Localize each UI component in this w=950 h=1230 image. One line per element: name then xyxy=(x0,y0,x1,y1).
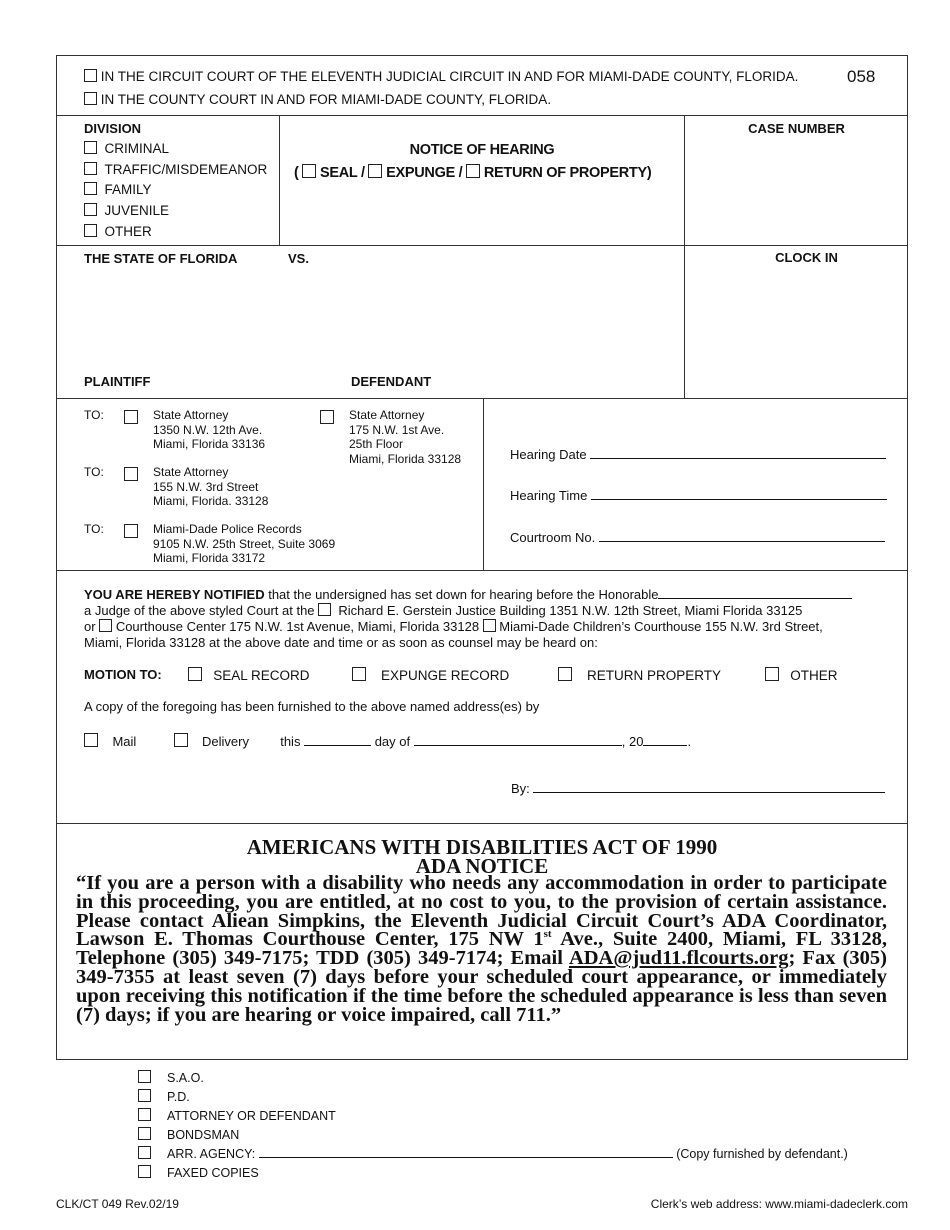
judge-name-field[interactable] xyxy=(658,586,852,599)
address-line: State Attorney xyxy=(153,408,229,422)
county-court-checkbox[interactable] xyxy=(84,92,97,105)
clerk-web-address: Clerk’s web address: www.miami-dadeclerk.com xyxy=(650,1197,908,1211)
division-juvenile xyxy=(84,203,169,218)
by-label: By: xyxy=(511,781,530,796)
notified-text: or xyxy=(84,619,96,634)
court-option-county xyxy=(84,92,551,107)
notified-line-1 xyxy=(84,586,852,602)
case-number-label: CASE NUMBER xyxy=(748,121,845,136)
to-label: TO: xyxy=(84,408,104,422)
ada-notice-body xyxy=(76,874,887,1024)
divider xyxy=(56,245,908,246)
option-label: EXPUNGE RECORD xyxy=(381,668,510,683)
mail-checkbox[interactable] xyxy=(84,733,98,747)
option-label: BONDSMAN xyxy=(167,1128,240,1142)
faxed-copies-checkbox[interactable] xyxy=(138,1165,151,1178)
return-label: RETURN OF PROPERTY) xyxy=(483,165,652,181)
option-label: OTHER xyxy=(790,668,838,683)
mail-label: Mail xyxy=(112,734,137,749)
police-checkbox[interactable] xyxy=(124,524,138,538)
divider xyxy=(56,823,908,824)
delivery-row xyxy=(84,733,691,749)
motion-seal xyxy=(188,667,310,683)
division-criminal xyxy=(84,141,169,156)
delivery-label: Delivery xyxy=(202,734,249,749)
this-label: this xyxy=(280,734,301,749)
courtroom-label: Courtroom No. xyxy=(510,530,596,545)
to-label: TO: xyxy=(84,465,104,479)
address-line: 25th Floor xyxy=(349,437,404,451)
divider xyxy=(56,570,908,571)
notified-text: that the undersigned has set down for hearing before the Honorable xyxy=(268,587,659,602)
county-court-label: IN THE COUNTY COURT IN AND FOR MIAMI-DADE COUNTY, FLORIDA. xyxy=(100,92,552,107)
option-label: TRAFFIC/MISDEMEANOR xyxy=(104,162,268,177)
address-line: Miami, Florida 33136 xyxy=(153,437,266,451)
address-line: Miami-Dade Police Records xyxy=(153,522,302,536)
address-line: State Attorney xyxy=(349,408,425,422)
ada-text: ; Fax (305) 349-7355 at least seven (7) days before your scheduled court appearance, or immediately upon receiving this notification if the time before the scheduled appearance is less than seven (7) days; if you are hearing or voice impaired, call 711.” xyxy=(76,947,887,1026)
courthouse-center-checkbox[interactable] xyxy=(99,619,112,632)
hearing-date-field[interactable] xyxy=(590,446,886,459)
year-prefix: , 20 xyxy=(621,734,644,749)
notice-title: NOTICE OF HEARING xyxy=(409,142,555,158)
sa1-address xyxy=(153,408,265,452)
courthouse-center-address: Courthouse Center 175 N.W. 1st Avenue, Miami, Florida 33128 xyxy=(115,619,480,634)
day-field[interactable] xyxy=(304,733,371,746)
option-label: S.A.O. xyxy=(167,1071,204,1085)
court-option-circuit xyxy=(84,69,798,84)
arr-note: (Copy furnished by defendant.) xyxy=(676,1147,848,1161)
ada-title: AMERICANS WITH DISABILITIES ACT OF 1990 xyxy=(246,835,718,859)
divider xyxy=(279,115,280,245)
hearing-date-row xyxy=(510,446,886,462)
day-of-label: day of xyxy=(374,734,411,749)
distribution-list xyxy=(138,1069,848,1183)
hearing-time-label: Hearing Time xyxy=(510,488,588,503)
ada-text: “If you are a person with a disability who needs any accommodation in order to participate in this proceeding, you are entitled, at no cost to you, to the provision of certain assistance. Please contact Aliean Simpkins, the Eleventh Judicial Circuit Court’s ADA Coordinator, Lawson E. Thomas Courthouse Center, 175 NW 1 xyxy=(76,872,887,951)
attorney-checkbox[interactable] xyxy=(138,1108,151,1121)
hearing-date-label: Hearing Date xyxy=(510,447,587,462)
notice-subtitle xyxy=(294,164,651,181)
notified-lead: YOU ARE HEREBY NOTIFIED xyxy=(84,587,265,602)
sa2-address xyxy=(349,408,461,466)
motion-return xyxy=(558,667,721,683)
address-line: State Attorney xyxy=(153,465,229,479)
division-label: DIVISION xyxy=(84,121,142,136)
gerstein-checkbox[interactable] xyxy=(318,603,331,616)
distribution-item xyxy=(138,1164,848,1183)
option-label: SEAL RECORD xyxy=(213,668,310,683)
option-label: OTHER xyxy=(104,224,152,239)
option-label: ATTORNEY OR DEFENDANT xyxy=(167,1109,336,1123)
option-label: JUVENILE xyxy=(104,203,170,218)
month-field[interactable] xyxy=(414,733,622,746)
by-row xyxy=(511,780,885,796)
childrens-courthouse-checkbox[interactable] xyxy=(483,619,496,632)
year-field[interactable] xyxy=(643,733,687,746)
sa3-checkbox[interactable] xyxy=(124,467,138,481)
arr-agency-checkbox[interactable] xyxy=(138,1146,151,1159)
clock-in-label: CLOCK IN xyxy=(775,250,838,265)
seal-checkbox[interactable] xyxy=(302,164,316,178)
division-traffic xyxy=(84,162,267,177)
distribution-item xyxy=(138,1088,848,1107)
pd-checkbox[interactable] xyxy=(138,1089,151,1102)
return-property-motion-checkbox[interactable] xyxy=(558,667,572,681)
division-other xyxy=(84,224,152,239)
copy-statement: A copy of the foregoing has been furnished to the above named address(es) by xyxy=(84,699,540,714)
ada-text: Ave., Suite 2400, Miami, FL 33128, Telephone (305) 349-7175; TDD (305) 349-7174; Email xyxy=(76,928,887,970)
family-checkbox[interactable] xyxy=(84,182,97,195)
option-label: CRIMINAL xyxy=(104,141,170,156)
ada-subtitle: ADA NOTICE xyxy=(415,854,549,878)
circuit-court-label: IN THE CIRCUIT COURT OF THE ELEVENTH JUDICIAL CIRCUIT IN AND FOR MIAMI-DADE COUNTY, FLORIDA. xyxy=(100,69,799,84)
address-line: 9105 N.W. 25th Street, Suite 3069 xyxy=(153,536,336,551)
divider xyxy=(56,115,908,116)
hearing-time-row xyxy=(510,487,887,503)
courtroom-field[interactable] xyxy=(599,529,885,542)
other-motion-checkbox[interactable] xyxy=(765,667,779,681)
arr-agency-field[interactable] xyxy=(259,1145,673,1158)
address-line: Miami, Florida. 33128 xyxy=(153,494,269,508)
divider xyxy=(483,398,484,570)
state-of-florida: THE STATE OF FLORIDA xyxy=(84,251,238,266)
address-line: 1350 N.W. 12th Ave. xyxy=(153,422,263,437)
option-label: FAMILY xyxy=(104,182,152,197)
notified-line-2 xyxy=(84,603,802,618)
form-number: 058 xyxy=(847,67,876,86)
defendant-label: DEFENDANT xyxy=(351,374,432,389)
ada-email-link[interactable]: ADA@jud11.flcourts.org xyxy=(568,947,789,970)
option-label: P.D. xyxy=(167,1090,190,1104)
ada-superscript: st xyxy=(543,928,552,941)
hearing-time-field[interactable] xyxy=(591,487,887,500)
delivery-checkbox[interactable] xyxy=(174,733,188,747)
other-division-checkbox[interactable] xyxy=(84,224,97,237)
notified-text: a Judge of the above styled Court at the xyxy=(84,603,315,618)
return-property-checkbox[interactable] xyxy=(466,164,480,178)
sa1-checkbox[interactable] xyxy=(124,410,138,424)
seal-record-checkbox[interactable] xyxy=(188,667,202,681)
motion-label: MOTION TO: xyxy=(84,667,162,682)
distribution-item xyxy=(138,1069,848,1088)
criminal-checkbox[interactable] xyxy=(84,141,97,154)
address-line: Miami, Florida 33172 xyxy=(153,551,266,565)
gerstein-address: Richard E. Gerstein Justice Building 1351 N.W. 12th Street, Miami Florida 33125 xyxy=(338,603,803,618)
police-address xyxy=(153,522,335,566)
distribution-item xyxy=(138,1126,848,1145)
expunge-record-checkbox[interactable] xyxy=(352,667,366,681)
expunge-label: EXPUNGE / xyxy=(386,165,463,181)
motion-other xyxy=(765,667,838,683)
vs-label: VS. xyxy=(288,251,309,266)
seal-label: SEAL / xyxy=(320,165,365,181)
sa2-checkbox[interactable] xyxy=(320,410,334,424)
circuit-court-checkbox[interactable] xyxy=(84,69,97,82)
signature-field[interactable] xyxy=(533,780,885,793)
address-line: 155 N.W. 3rd Street xyxy=(153,479,259,494)
juvenile-checkbox[interactable] xyxy=(84,203,97,216)
distribution-item xyxy=(138,1107,848,1126)
option-label: FAXED COPIES xyxy=(167,1166,259,1180)
distribution-item xyxy=(138,1145,848,1164)
option-label: RETURN PROPERTY xyxy=(587,668,722,683)
period: . xyxy=(687,734,692,749)
courtroom-row xyxy=(510,529,885,545)
division-family xyxy=(84,182,152,197)
motion-expunge xyxy=(352,667,509,683)
childrens-courthouse-address: Miami-Dade Children’s Courthouse 155 N.W. 3rd Street, xyxy=(499,619,823,634)
sa3-address xyxy=(153,465,268,509)
plaintiff-label: PLAINTIFF xyxy=(84,374,151,389)
to-label: TO: xyxy=(84,522,104,536)
divider xyxy=(56,398,908,399)
form-id: CLK/CT 049 Rev.02/19 xyxy=(56,1197,179,1211)
sao-checkbox[interactable] xyxy=(138,1070,151,1083)
paren: ( xyxy=(294,165,299,181)
traffic-checkbox[interactable] xyxy=(84,162,97,175)
notified-line-3 xyxy=(84,619,823,634)
notified-line-4: Miami, Florida 33128 at the above date and time or as soon as counsel may be heard on: xyxy=(84,635,598,650)
address-line: 175 N.W. 1st Ave. xyxy=(349,422,445,437)
bondsman-checkbox[interactable] xyxy=(138,1127,151,1140)
address-line: Miami, Florida 33128 xyxy=(349,451,462,466)
expunge-checkbox[interactable] xyxy=(368,164,382,178)
option-label: ARR. AGENCY: xyxy=(167,1147,256,1161)
